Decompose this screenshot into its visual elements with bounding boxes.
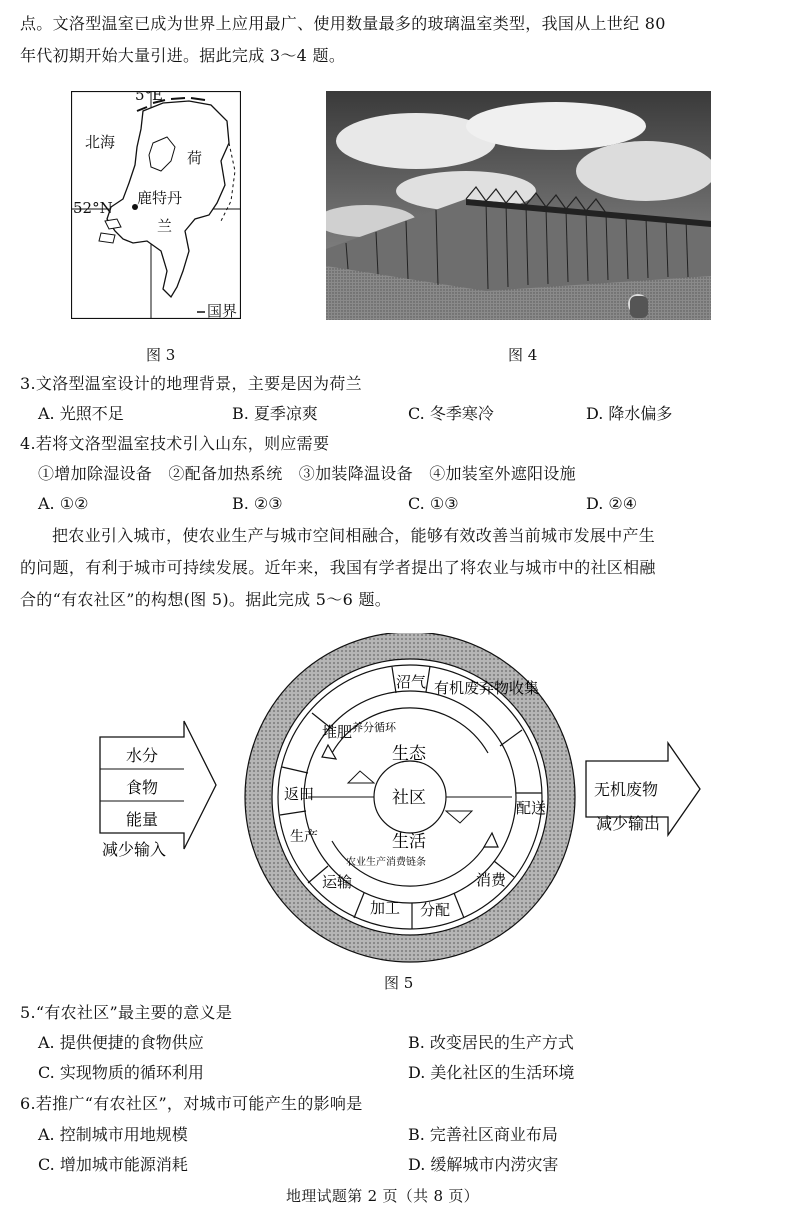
- map-lon-label: 5°E: [135, 91, 163, 104]
- fig5-seg-consumption: 消费: [476, 871, 507, 889]
- fig5-seg-biogas: 沼气: [396, 673, 427, 691]
- q6-option-c: C. 增加城市能源消耗: [38, 1155, 188, 1174]
- figure-5-caption: 图 5: [384, 974, 414, 992]
- map-country-label-2: 兰: [157, 217, 173, 235]
- q3-option-c: C. 冬季寒冷: [408, 404, 494, 423]
- map-country-label-1: 荷: [187, 149, 203, 167]
- page-footer: 地理试题第 2 页（共 8 页）: [286, 1187, 479, 1205]
- fig5-input-label: 减少输入: [102, 840, 167, 859]
- map-city-label: 鹿特丹: [137, 189, 183, 207]
- fig5-lower-chain: 农业生产消费链条: [346, 857, 426, 868]
- fig5-seg-delivery: 配送: [516, 799, 547, 817]
- q4-option-d: D. ②④: [586, 494, 638, 513]
- fig5-lower: 生活: [392, 832, 426, 852]
- figure-4-greenhouse-photo: [326, 91, 711, 320]
- fig5-seg-compost: 堆肥: [322, 723, 353, 741]
- q6-option-a: A. 控制城市用地规模: [38, 1125, 188, 1144]
- passage2-line-1: 把农业引入城市，使农业生产与城市空间相融合，能够有效改善当前城市发展中产生: [52, 526, 656, 545]
- q5-option-c: C. 实现物质的循环利用: [38, 1063, 204, 1082]
- q6-option-b: B. 完善社区商业布局: [408, 1125, 558, 1144]
- fig5-center: 社区: [392, 788, 426, 808]
- q6-option-d: D. 缓解城市内涝灾害: [408, 1155, 559, 1174]
- q4-option-b: B. ②③: [232, 494, 283, 513]
- fig5-input-energy: 能量: [126, 810, 159, 829]
- fig5-seg-production: 生产: [290, 829, 318, 845]
- q4-stem: 4.若将文洛型温室技术引入山东，则应需要: [20, 434, 330, 453]
- fig5-seg-processing: 加工: [370, 899, 401, 917]
- fig5-seg-organic-waste: 有机废弃物收集: [434, 679, 540, 697]
- fig5-output-waste: 无机废物: [594, 780, 659, 799]
- fig5-input-water: 水分: [126, 746, 159, 765]
- intro-line-2: 年代初期开始大量引进。据此完成 3～4 题。: [20, 46, 346, 65]
- q5-option-b: B. 改变居民的生产方式: [408, 1033, 574, 1052]
- fig5-seg-return-field: 返田: [284, 785, 315, 803]
- q3-option-d: D. 降水偏多: [586, 404, 673, 423]
- figure-3-map: [71, 91, 241, 319]
- fig5-output-label: 减少输出: [596, 814, 661, 833]
- q4-items: ①增加除湿设备 ②配备加热系统 ③加装降温设备 ④加装室外遮阳设施: [38, 464, 576, 483]
- q4-option-c: C. ①③: [408, 494, 459, 513]
- q3-stem: 3.文洛型温室设计的地理背景，主要是因为荷兰: [20, 374, 362, 393]
- map-legend-label: 国界: [207, 302, 238, 319]
- passage2-line-3: 合的“有农社区”的构想(图 5)。据此完成 5～6 题。: [20, 590, 392, 609]
- intro-line-1: 点。文洛型温室已成为世界上应用最广、使用数量最多的玻璃温室类型，我国从上世纪 80: [20, 14, 666, 33]
- q6-stem: 6.若推广“有农社区”，对城市可能产生的影响是: [20, 1094, 363, 1113]
- fig5-upper-cycle: 养分循环: [352, 721, 396, 734]
- map-lat-label: 52°N: [73, 199, 113, 217]
- fig5-upper: 生态: [392, 744, 426, 764]
- q4-option-a: A. ①②: [38, 494, 89, 513]
- q5-option-d: D. 美化社区的生活环境: [408, 1063, 575, 1082]
- passage2-line-2: 的问题，有利于城市可持续发展。近年来，我国有学者提出了将农业与城市中的社区相融: [20, 558, 656, 577]
- q3-option-b: B. 夏季凉爽: [232, 404, 318, 423]
- q5-stem: 5.“有农社区”最主要的意义是: [20, 1003, 233, 1022]
- fig5-seg-distribution: 分配: [420, 901, 451, 919]
- fig5-input-food: 食物: [126, 778, 159, 797]
- q3-option-a: A. 光照不足: [38, 404, 124, 423]
- figure-4-caption: 图 4: [508, 346, 538, 364]
- q5-option-a: A. 提供便捷的食物供应: [38, 1033, 204, 1052]
- figure-3-caption: 图 3: [146, 346, 176, 364]
- fig5-seg-transport: 运输: [322, 873, 353, 891]
- figure-5-diagram: [96, 633, 704, 969]
- map-sea-label: 北海: [85, 133, 116, 151]
